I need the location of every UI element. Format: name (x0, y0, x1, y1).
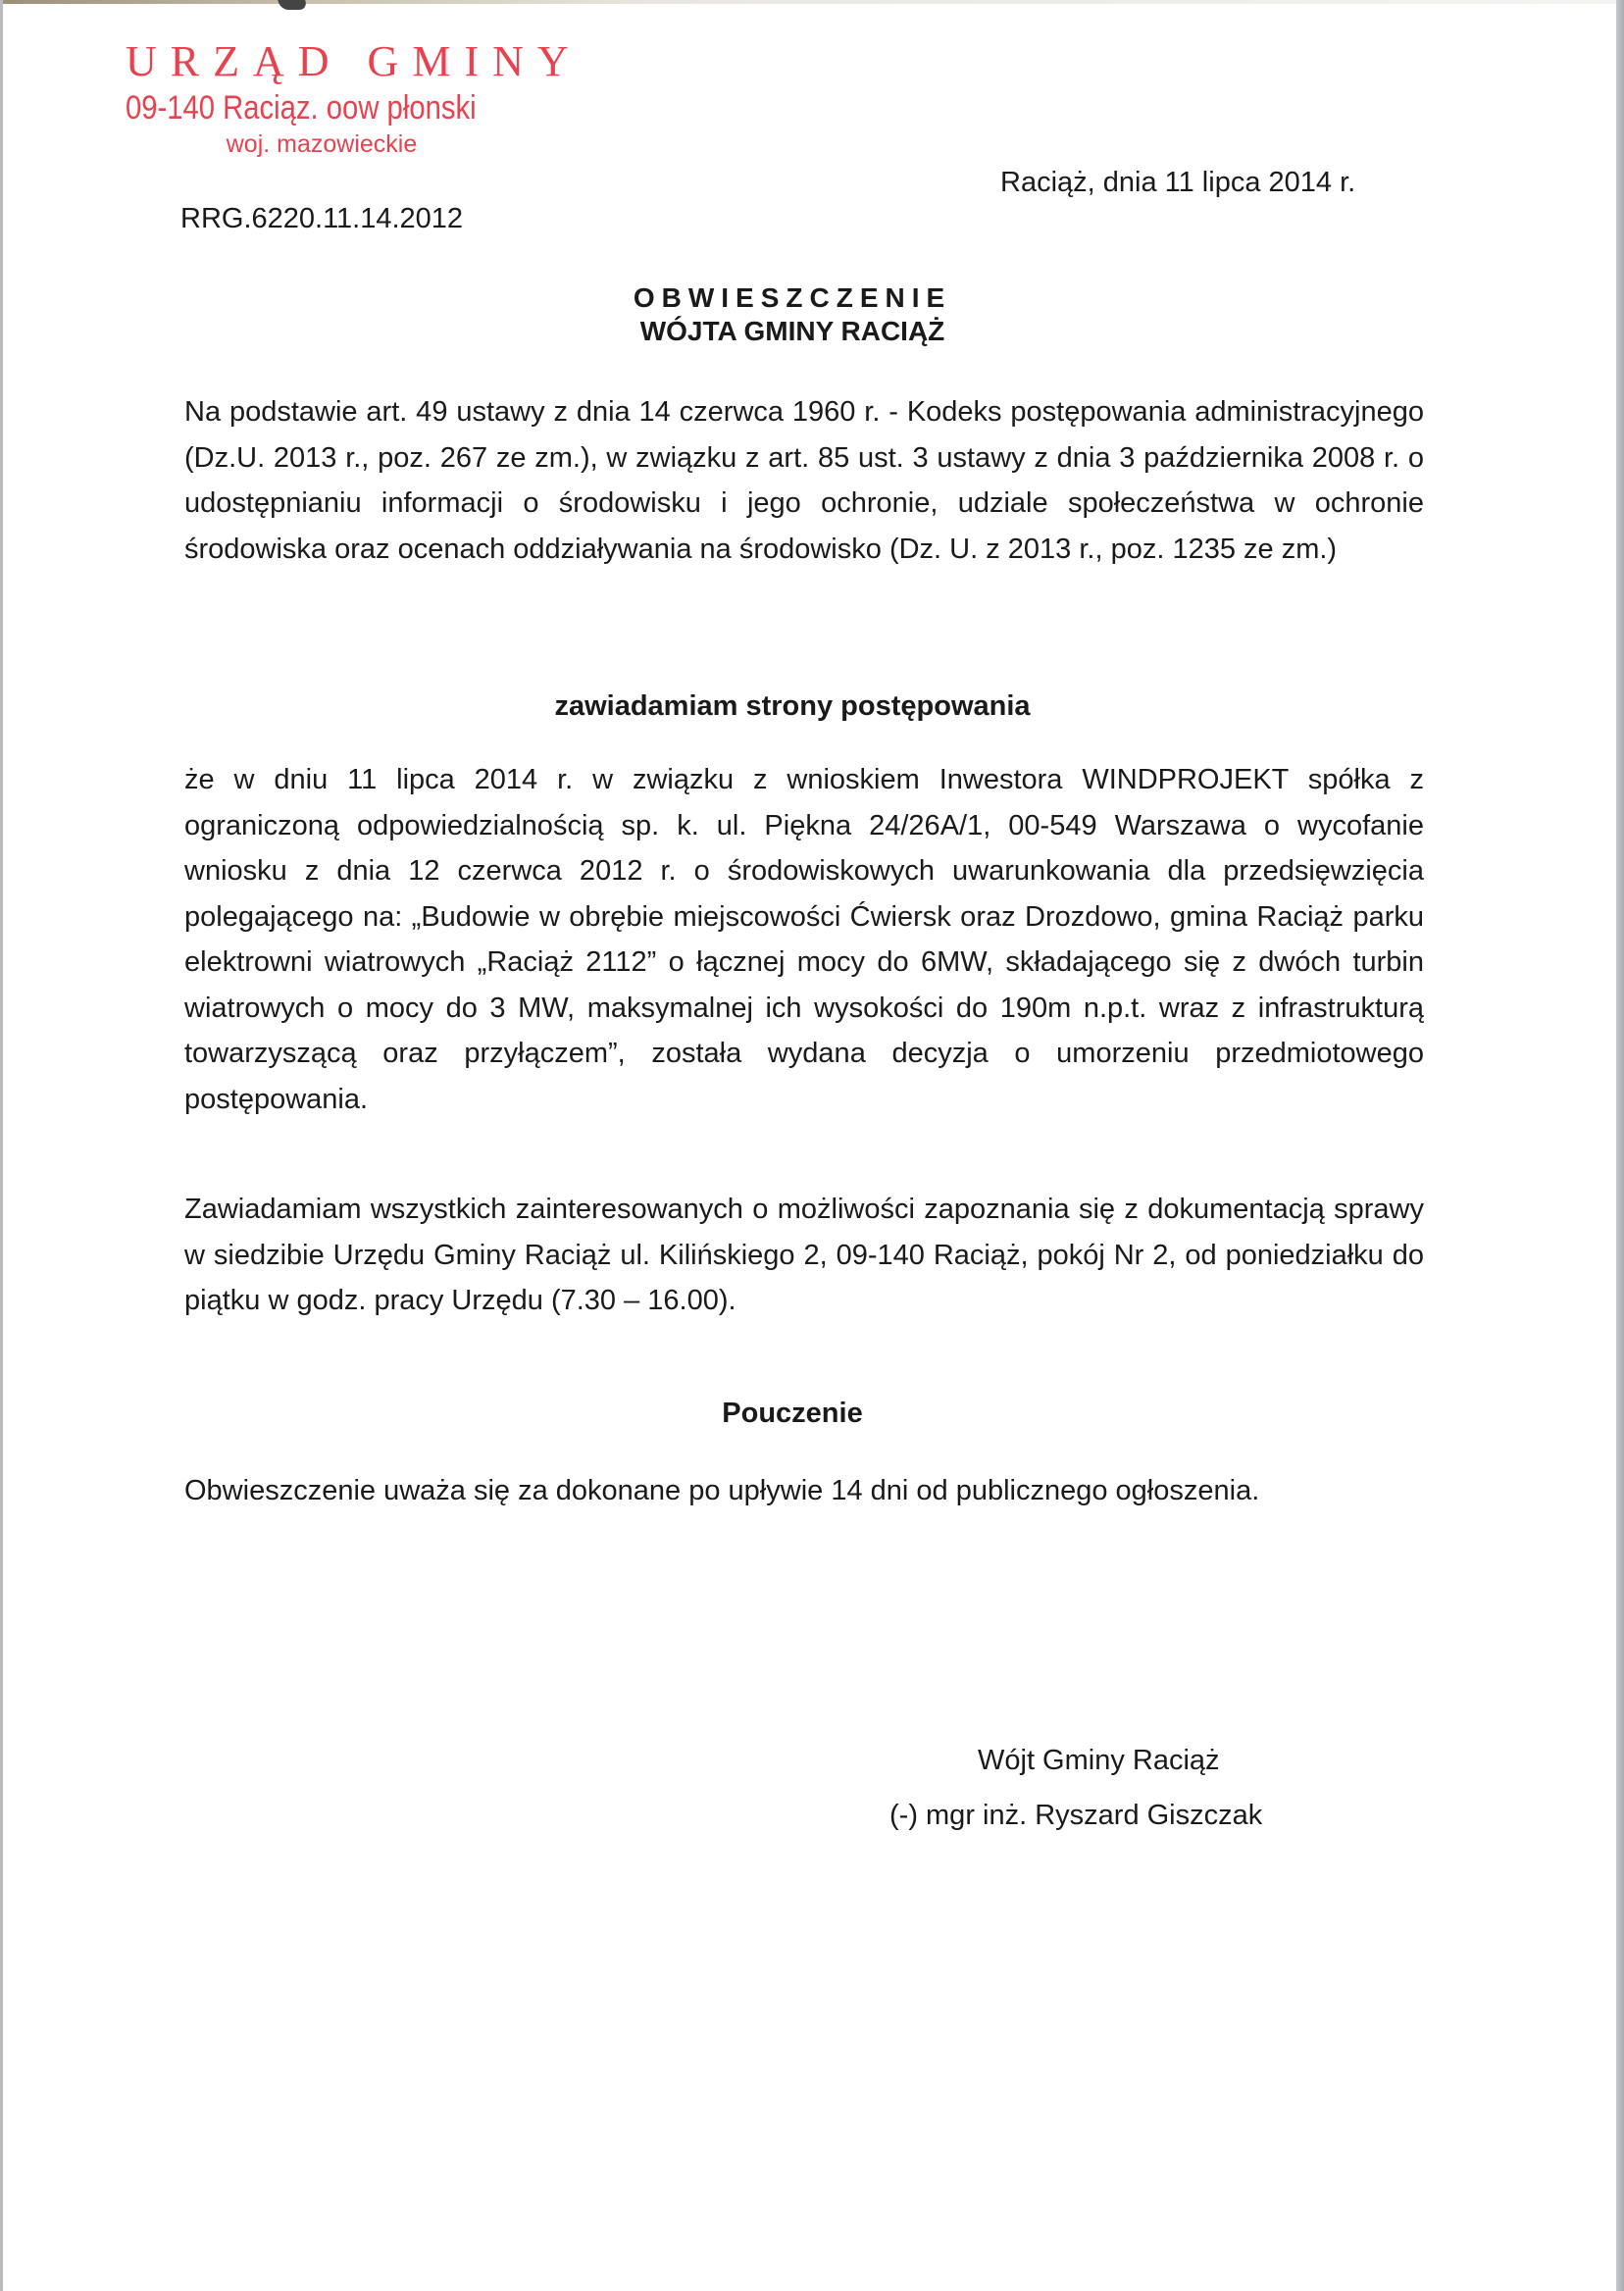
scan-edge-right (1616, 0, 1624, 2291)
stamp-office-name: URZĄD GMINY (126, 37, 583, 85)
office-stamp (118, 37, 583, 159)
stamp-province: woj. mazowieckie (226, 130, 418, 158)
place-date: Raciąż, dnia 11 lipca 2014 r. (1000, 167, 1356, 198)
instruction-paragraph: Obwieszczenie uważa się za dokonane po upływie 14 dni od publicznego ogłoszenia. (184, 1475, 1260, 1506)
scan-edge-top (0, 0, 1624, 4)
instruction-heading: Pouczenie (722, 1398, 863, 1429)
legal-basis-paragraph: Na podstawie art. 49 ustawy z dnia 14 czerwca 1960 r. - Kodeks postępowania administracyjnego (Dz.U. 2013 r., poz. 267 ze zm.), w związku z art. 85 ust. 3 ustawy z dnia 3 października 2008 r. o udostępnianiu informacji o środowisku i jego ochronie, udziale społeczeństwa w ochronie środowiska oraz ocenach oddziaływania na środowisko (Dz. U. z 2013 r., poz. 1235 ze zm.) (184, 396, 1424, 565)
scan-clip-mark (278, 0, 309, 10)
notice-heading: zawiadamiam strony postępowania (554, 690, 1031, 722)
document-title (0, 281, 1585, 348)
stamp-address: 09-140 Raciąz. oow płonski (126, 89, 477, 127)
reference-number: RRG.6220.11.14.2012 (180, 203, 464, 234)
title-issuer: WÓJTA GMINY RACIĄŻ (639, 316, 945, 346)
signatory-role: Wójt Gminy Raciąż (978, 1745, 1220, 1776)
title-announcement: OBWIESZCZENIE (633, 282, 952, 313)
inspection-paragraph: Zawiadamiam wszystkich zainteresowanych o możliwości zapoznania się z dokumentacją sprawy w siedzibie Urzędu Gminy Raciąż ul. Kilińskiego 2, 09-140 Raciąż, pokój Nr 2, od poniedziałku do piątku w godz. pracy Urzędu (7.30 – 16.00). (184, 1194, 1424, 1316)
decision-paragraph: że w dniu 11 lipca 2014 r. w związku z wnioskiem Inwestora WINDPROJEKT spółka z ograniczoną odpowiedzialnością sp. k. ul. Piękna 24/26A/1, 00-549 Warszawa o wycofanie wniosku z dnia 12 czerwca 2012 r. o środowiskowych uwarunkowania dla przedsięwzięcia polegającego na: „Budowie w obrębie miejscowości Ćwiersk oraz Drozdowo, gmina Raciąż parku elektrowni wiatrowych „Raciąż 2112” o łącznej mocy do 6MW, składającego się z dwóch turbin wiatrowych o mocy do 3 MW, maksymalnej ich wysokości do 190m n.p.t. wraz z infrastrukturą towarzyszącą oraz przyłączem”, została wydana decyzja o umorzeniu przedmiotowego postępowania. (184, 764, 1424, 1115)
signatory-name: (-) mgr inż. Ryszard Giszczak (889, 1800, 1263, 1831)
signature-block (889, 1733, 1262, 1843)
